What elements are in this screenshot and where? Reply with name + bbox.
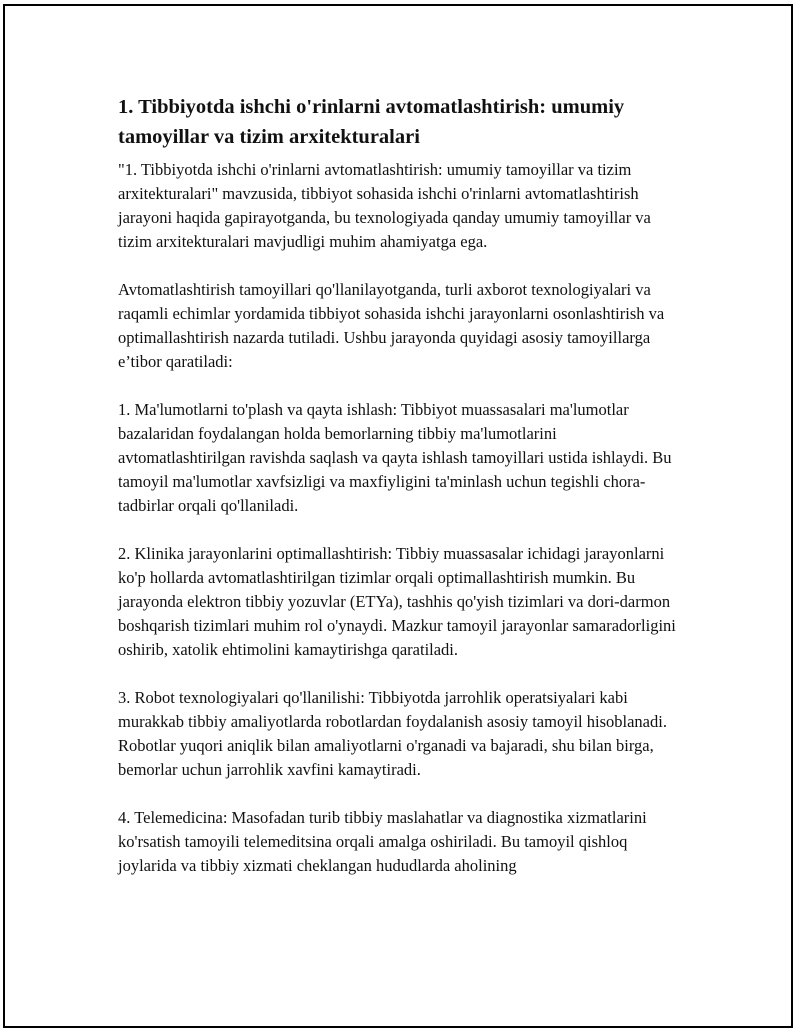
paragraph-robotics: 3. Robot texnologiyalari qo'llanilishi: Tibbiyotda jarrohlik operatsiyalari kabi murakkab tibbiy amaliyotlarda robotlardan foydalanish asosiy tamoyil hisoblanadi. Robotlar yuqori aniqlik bilan amaliyotlarni o'rganadi va bajaradi, shu bilan birga, bemorlar uchun jarrohlik xavfini kamaytiradi.: [118, 688, 667, 779]
document-title: 1. Tibbiyotda ishchi o'rinlarni avtomatlashtirish: umumiy tamoyillar va tizim arxitekturalari: [118, 96, 625, 148]
paragraph-clinic-optimization: 2. Klinika jarayonlarini optimallashtirish: Tibbiy muassasalar ichidagi jarayonlarni ko'p hollarda avtomatlashtirilgan tizimlar orqali optimallashtirish mumkin. Bu jarayonda elektron tibbiy yozuvlar (ETYa), tashhis qo'yish tizimlari va dori-darmon boshqarish tizimlari muhim rol o'ynaydi. Mazkur tamoyil jarayonlar samaradorligini oshirib, xatolik ehtimolini kamaytirishga qaratiladi.: [118, 544, 676, 659]
paragraph-telemedicine: 4. Telemedicina: Masofadan turib tibbiy maslahatlar va diagnostika xizmatlarini ko'rsatish tamoyili telemeditsina orqali amalga oshiriladi. Bu tamoyil qishloq joylarida va tibbiy xizmati cheklangan hududlarda aholining: [118, 808, 647, 875]
paragraph-intro: "1. Tibbiyotda ishchi o'rinlarni avtomatlashtirish: umumiy tamoyillar va tizim arxitekturalari" mavzusida, tibbiyot sohasida ishchi o'rinlarni avtomatlashtirish jarayoni haqida gapirayotganda, bu texnologiyada qanday umumiy tamoyillar va tizim arxitekturalari mavjudligi muhim ahamiyatga ega.: [118, 160, 651, 251]
document-body: [118, 92, 684, 902]
paragraph-data-processing: 1. Ma'lumotlarni to'plash va qayta ishlash: Tibbiyot muassasalari ma'lumotlar bazalaridan foydalangan holda bemorlarning tibbiy ma'lumotlarini avtomatlashtirilgan ravishda saqlash va qayta ishlash tamoyillari ustida ishlaydi. Bu tamoyil ma'lumotlar xavfsizligi va maxfiyligini ta'minlash uchun tegishli chora-tadbirlar orqali qo'llaniladi.: [118, 400, 672, 515]
paragraph-principles: Avtomatlashtirish tamoyillari qo'llanilayotganda, turli axborot texnologiyalari va raqamli echimlar yordamida tibbiyot sohasida ishchi jarayonlarni osonlashtirish va optimallashtirish nazarda tutiladi. Ushbu jarayonda quyidagi asosiy tamoyillarga e’tibor qaratiladi:: [118, 280, 665, 371]
